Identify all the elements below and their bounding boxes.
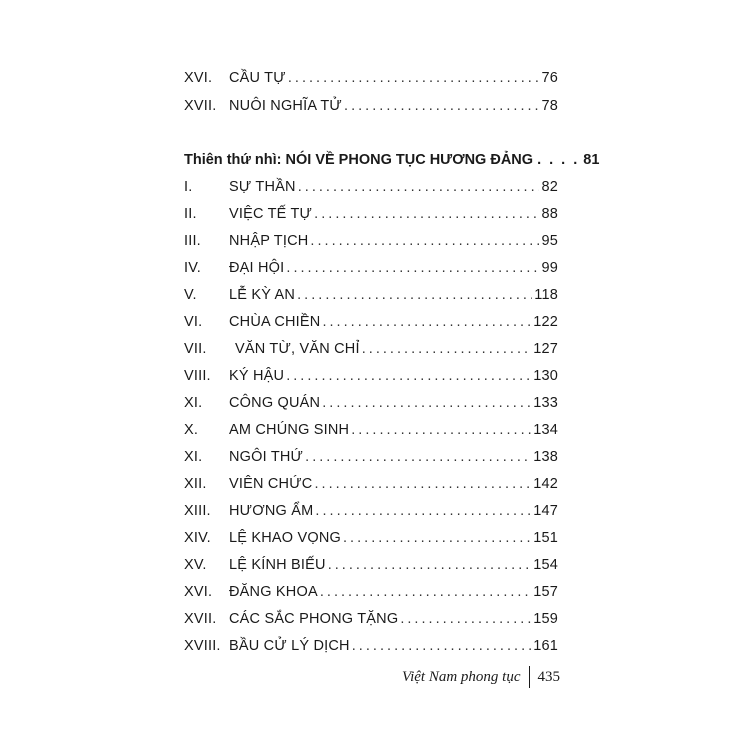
entry-title: NUÔI NGHĨA TỬ	[229, 98, 343, 114]
section-label: Thiên thứ nhì: NÓI VỀ PHONG TỤC HƯƠNG ĐẢNG	[184, 152, 534, 168]
toc-entry	[184, 499, 558, 523]
toc-entry	[184, 472, 558, 496]
entry-number: XVII.	[184, 611, 217, 627]
toc-entry	[184, 256, 558, 280]
entry-title: NHẬP TỊCH	[229, 233, 309, 249]
dot-leader	[298, 175, 540, 199]
entry-number: V.	[184, 287, 197, 303]
toc-entry	[184, 607, 558, 631]
entry-title: BẦU CỬ LÝ DỊCH	[229, 638, 350, 654]
dot-leader	[400, 607, 531, 631]
dot-leader	[305, 445, 531, 469]
page-footer	[400, 664, 560, 690]
dot-leader	[314, 202, 539, 226]
dot-leader	[362, 337, 532, 361]
entry-number: VIII.	[184, 368, 211, 384]
entry-number: XVII.	[184, 98, 217, 114]
entry-number: XIV.	[184, 530, 211, 546]
entry-page: 133	[533, 395, 558, 411]
toc-entry	[184, 337, 558, 361]
entry-number: VI.	[184, 314, 203, 330]
dot-leader	[314, 472, 531, 496]
entry-page: 161	[533, 638, 558, 654]
entry-title: VĂN TỪ, VĂN CHỈ	[235, 341, 360, 357]
entry-number: II.	[184, 206, 197, 222]
entry-number: XIII.	[184, 503, 211, 519]
entry-number: XVI.	[184, 70, 213, 86]
dot-leader	[328, 553, 532, 577]
entry-title: CẦU TỰ	[229, 70, 286, 86]
entry-number: XVI.	[184, 584, 213, 600]
entry-number: VII.	[184, 341, 207, 357]
entry-title: HƯƠNG ẨM	[229, 503, 314, 519]
entry-title: LỆ KÍNH BIẾU	[229, 557, 326, 573]
entry-page: 142	[533, 476, 558, 492]
toc-entry	[184, 283, 558, 307]
dot-leader	[288, 66, 540, 90]
entry-number: X.	[184, 422, 199, 438]
toc-entry	[184, 175, 558, 199]
dot-leader	[344, 94, 539, 118]
entry-page: 130	[533, 368, 558, 384]
entry-page: 157	[533, 584, 558, 600]
toc-entry	[184, 229, 558, 253]
entry-title: VIỆC TẾ TỰ	[229, 206, 313, 222]
entry-page: 95	[541, 233, 558, 249]
toc-entry	[184, 364, 558, 388]
toc-entry	[184, 445, 558, 469]
dot-leader	[286, 256, 539, 280]
dot-leader	[297, 283, 532, 307]
toc-entry	[184, 634, 558, 658]
entry-page: 127	[533, 341, 558, 357]
entry-page: 147	[533, 503, 558, 519]
dot-leader	[310, 229, 539, 253]
toc-entry	[184, 66, 558, 90]
running-title: Việt Nam phong tục	[402, 668, 521, 685]
entry-title: ĐẠI HỘI	[229, 260, 285, 276]
entry-title: SỰ THẦN	[229, 179, 296, 195]
entry-number: I.	[184, 179, 193, 195]
entry-title: NGÔI THỨ	[229, 449, 304, 465]
entry-page: 82	[541, 179, 558, 195]
dot-leader	[320, 580, 531, 604]
entry-title: CÁC SẮC PHONG TẶNG	[229, 611, 399, 627]
dot-leader	[315, 499, 531, 523]
toc-entry	[184, 526, 558, 550]
entry-page: 88	[541, 206, 558, 222]
dot-leader	[286, 364, 531, 388]
toc-entry	[184, 553, 558, 577]
entry-page: 134	[533, 422, 558, 438]
entry-page: 151	[533, 530, 558, 546]
entry-page: 76	[541, 70, 558, 86]
section-dot-leader: . . . .	[537, 152, 580, 168]
entry-title: LỄ KỲ AN	[229, 287, 296, 303]
entry-page: 78	[541, 98, 558, 114]
toc-entry	[184, 391, 558, 415]
dot-leader	[352, 634, 531, 658]
entry-number: XI.	[184, 395, 203, 411]
dot-leader	[322, 310, 531, 334]
toc-entry	[184, 202, 558, 226]
entry-title: VIÊN CHỨC	[229, 476, 313, 492]
toc-entry	[184, 94, 558, 118]
entry-number: XI.	[184, 449, 203, 465]
dot-leader	[343, 526, 531, 550]
toc-entry	[184, 418, 558, 442]
section-page: 81	[583, 152, 600, 168]
entry-page: 118	[534, 287, 558, 303]
entry-title: ĐĂNG KHOA	[229, 584, 318, 600]
entry-number: XVIII.	[184, 638, 221, 654]
dot-leader	[351, 418, 531, 442]
entry-page: 138	[533, 449, 558, 465]
entry-title: LỆ KHAO VỌNG	[229, 530, 341, 546]
toc-entry	[184, 310, 558, 334]
entry-number: IV.	[184, 260, 201, 276]
entry-number: XV.	[184, 557, 207, 573]
entry-page: 154	[533, 557, 558, 573]
entry-title: KÝ HẬU	[229, 368, 285, 384]
entry-title: CÔNG QUÁN	[229, 395, 321, 411]
entry-number: III.	[184, 233, 201, 249]
entry-page: 99	[541, 260, 558, 276]
toc-entry	[184, 580, 558, 604]
entry-page: 159	[533, 611, 558, 627]
page-number: 435	[537, 668, 560, 685]
entry-number: XII.	[184, 476, 207, 492]
entry-page: 122	[533, 314, 558, 330]
entry-title: AM CHÚNG SINH	[229, 422, 350, 438]
section-heading	[184, 148, 600, 172]
dot-leader	[322, 391, 531, 415]
entry-title: CHÙA CHIỀN	[229, 314, 321, 330]
